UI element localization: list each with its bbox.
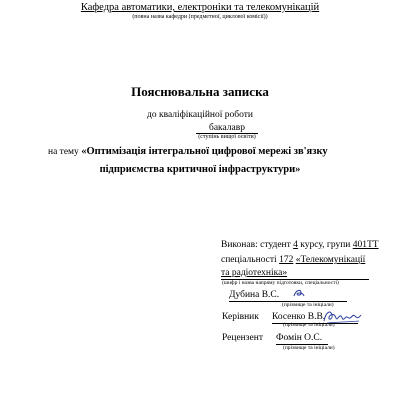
spec-code: 172 bbox=[279, 255, 294, 265]
supervisor-name: Косенко В.В. bbox=[272, 312, 358, 324]
degree-value: бакалавр bbox=[196, 123, 258, 134]
student-name-note: (прізвище та ініціали) bbox=[282, 302, 334, 308]
supervisor-role: Керівник bbox=[222, 312, 259, 322]
document-title: Пояснювальна записка bbox=[131, 84, 269, 99]
group-value: 401ТТ bbox=[352, 240, 379, 250]
supervisor-signature bbox=[321, 307, 363, 327]
department-name: Кафедра автоматики, електроніки та телекомунікацій bbox=[80, 2, 320, 13]
student-info-line bbox=[221, 240, 379, 250]
done-prefix: Виконав: студент bbox=[221, 240, 291, 250]
student-signature bbox=[292, 287, 306, 299]
topic-prefix: на тему bbox=[48, 147, 79, 157]
spec-name-2: та радіотехніка» bbox=[221, 268, 369, 280]
spec-note: (шифр і назва напряму підготовки, спеціальності) bbox=[222, 280, 339, 286]
topic-text-1: «Оптимізація інтегральної цифрової мережі зв'язку bbox=[81, 146, 328, 157]
topic-line-1 bbox=[48, 146, 328, 157]
department-note: (повна назва кафедри (предметної, циклової комісії)) bbox=[132, 14, 268, 20]
course-value: 4 bbox=[293, 240, 298, 250]
reviewer-name-note: (прізвище та ініціали) bbox=[283, 345, 335, 351]
work-type-label: до кваліфікаційної роботи bbox=[147, 110, 253, 120]
spec-prefix: спеціальності bbox=[221, 255, 277, 265]
student-name: Дубина В.С. bbox=[229, 290, 347, 302]
supervisor-name-note: (прізвище та ініціали) bbox=[283, 322, 335, 328]
specialty-line bbox=[221, 255, 365, 265]
degree-note: (ступінь вищої освіти) bbox=[198, 134, 256, 140]
reviewer-role: Рецензент bbox=[222, 333, 263, 343]
reviewer-name: Фомін О.С. bbox=[276, 333, 328, 345]
topic-text-2: підприємства критичної інфраструктури» bbox=[99, 164, 301, 175]
course-suffix: курсу, групи bbox=[300, 240, 351, 250]
spec-name-1: «Телекомунікації bbox=[295, 255, 366, 265]
